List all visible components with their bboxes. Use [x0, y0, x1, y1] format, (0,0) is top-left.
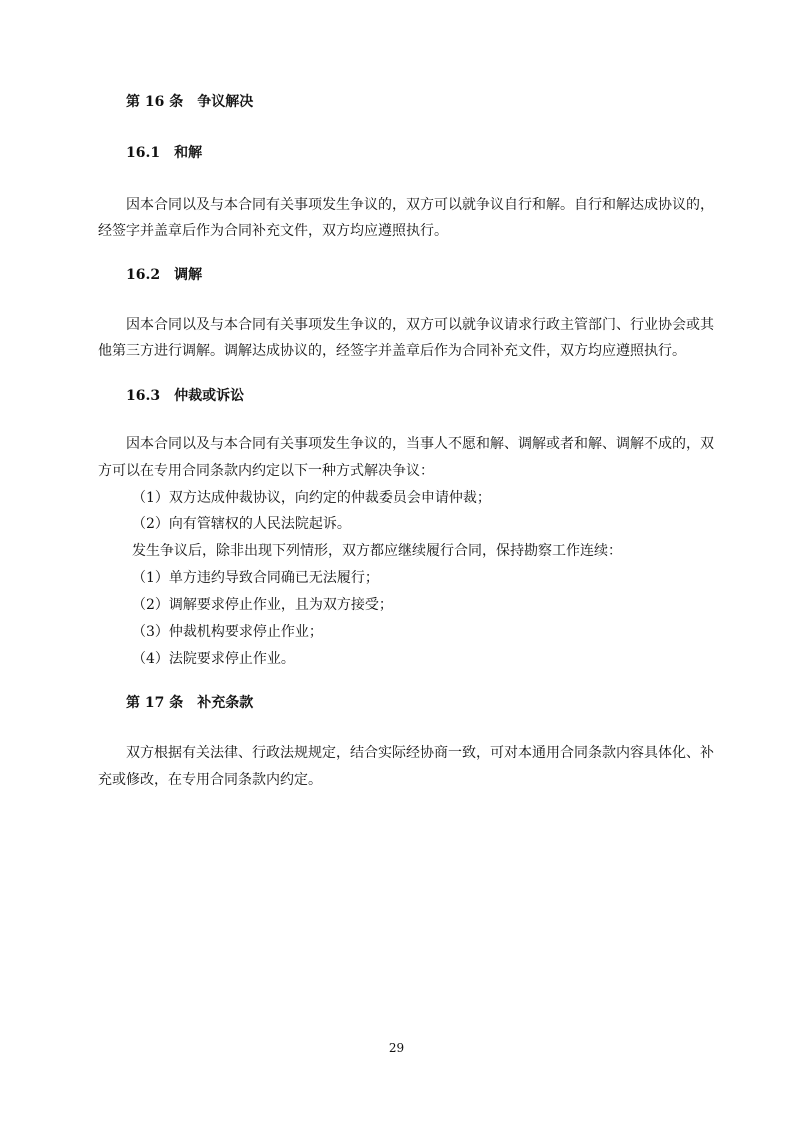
- section-16-2-number: 16.2: [126, 267, 161, 283]
- exception-item: （3）仲裁机构要求停止作业；: [132, 624, 323, 640]
- exception-item: （2）调解要求停止作业，且为双方接受；: [132, 597, 393, 613]
- section-16-3-title: 仲裁或诉讼: [174, 388, 245, 404]
- article-16-title: 争议解决: [197, 94, 254, 110]
- section-16-2-title: 调解: [174, 267, 203, 283]
- exception-item: （1）单方违约导致合同确已无法履行；: [132, 570, 379, 586]
- section-16-3-number: 16.3: [126, 388, 161, 404]
- section-16-3-paragraph-line: 方可以在专用合同条款内约定以下一种方式解决争议：: [98, 463, 434, 479]
- article-17-number: 第 17 条: [126, 695, 184, 711]
- section-16-2-heading: [126, 265, 202, 285]
- article-16-number: 第 16 条: [126, 94, 184, 110]
- section-16-1-title: 和解: [174, 145, 203, 161]
- article-17-paragraph-line: 双方根据有关法律、行政法规规定，结合实际经协商一致，可对本通用合同条款内容具体化、补: [126, 745, 714, 761]
- exception-item: （4）法院要求停止作业。: [132, 651, 295, 667]
- section-16-2-paragraph-line: 因本合同以及与本合同有关事项发生争议的，双方可以就争议请求行政主管部门、行业协会或其: [126, 317, 714, 333]
- article-17-title: 补充条款: [197, 695, 254, 711]
- section-16-1-number: 16.1: [126, 145, 161, 161]
- article-17-heading: [126, 693, 253, 713]
- dispute-option-item: （1）双方达成仲裁协议，向约定的仲裁委员会申请仲裁；: [132, 490, 491, 506]
- article-16-heading: [126, 92, 253, 112]
- page-number: 29: [388, 1041, 405, 1055]
- section-16-2-paragraph-line: 他第三方进行调解。调解达成协议的，经签字并盖章后作为合同补充文件，双方均应遵照执行。: [98, 343, 686, 359]
- article-17-paragraph-line: 充或修改，在专用合同条款内约定。: [98, 772, 322, 788]
- section-16-1-paragraph-line: 经签字并盖章后作为合同补充文件，双方均应遵照执行。: [98, 223, 448, 239]
- section-16-3-heading: [126, 386, 244, 406]
- section-16-3-paragraph-line: 因本合同以及与本合同有关事项发生争议的，当事人不愿和解、调解或者和解、调解不成的，双: [126, 436, 714, 452]
- continuation-intro: 发生争议后，除非出现下列情形，双方都应继续履行合同，保持勘察工作连续：: [132, 543, 622, 559]
- dispute-option-item: （2）向有管辖权的人民法院起诉。: [132, 516, 351, 532]
- section-16-1-paragraph-line: 因本合同以及与本合同有关事项发生争议的，双方可以就争议自行和解。自行和解达成协议的，: [126, 197, 714, 213]
- section-16-1-heading: [126, 143, 202, 163]
